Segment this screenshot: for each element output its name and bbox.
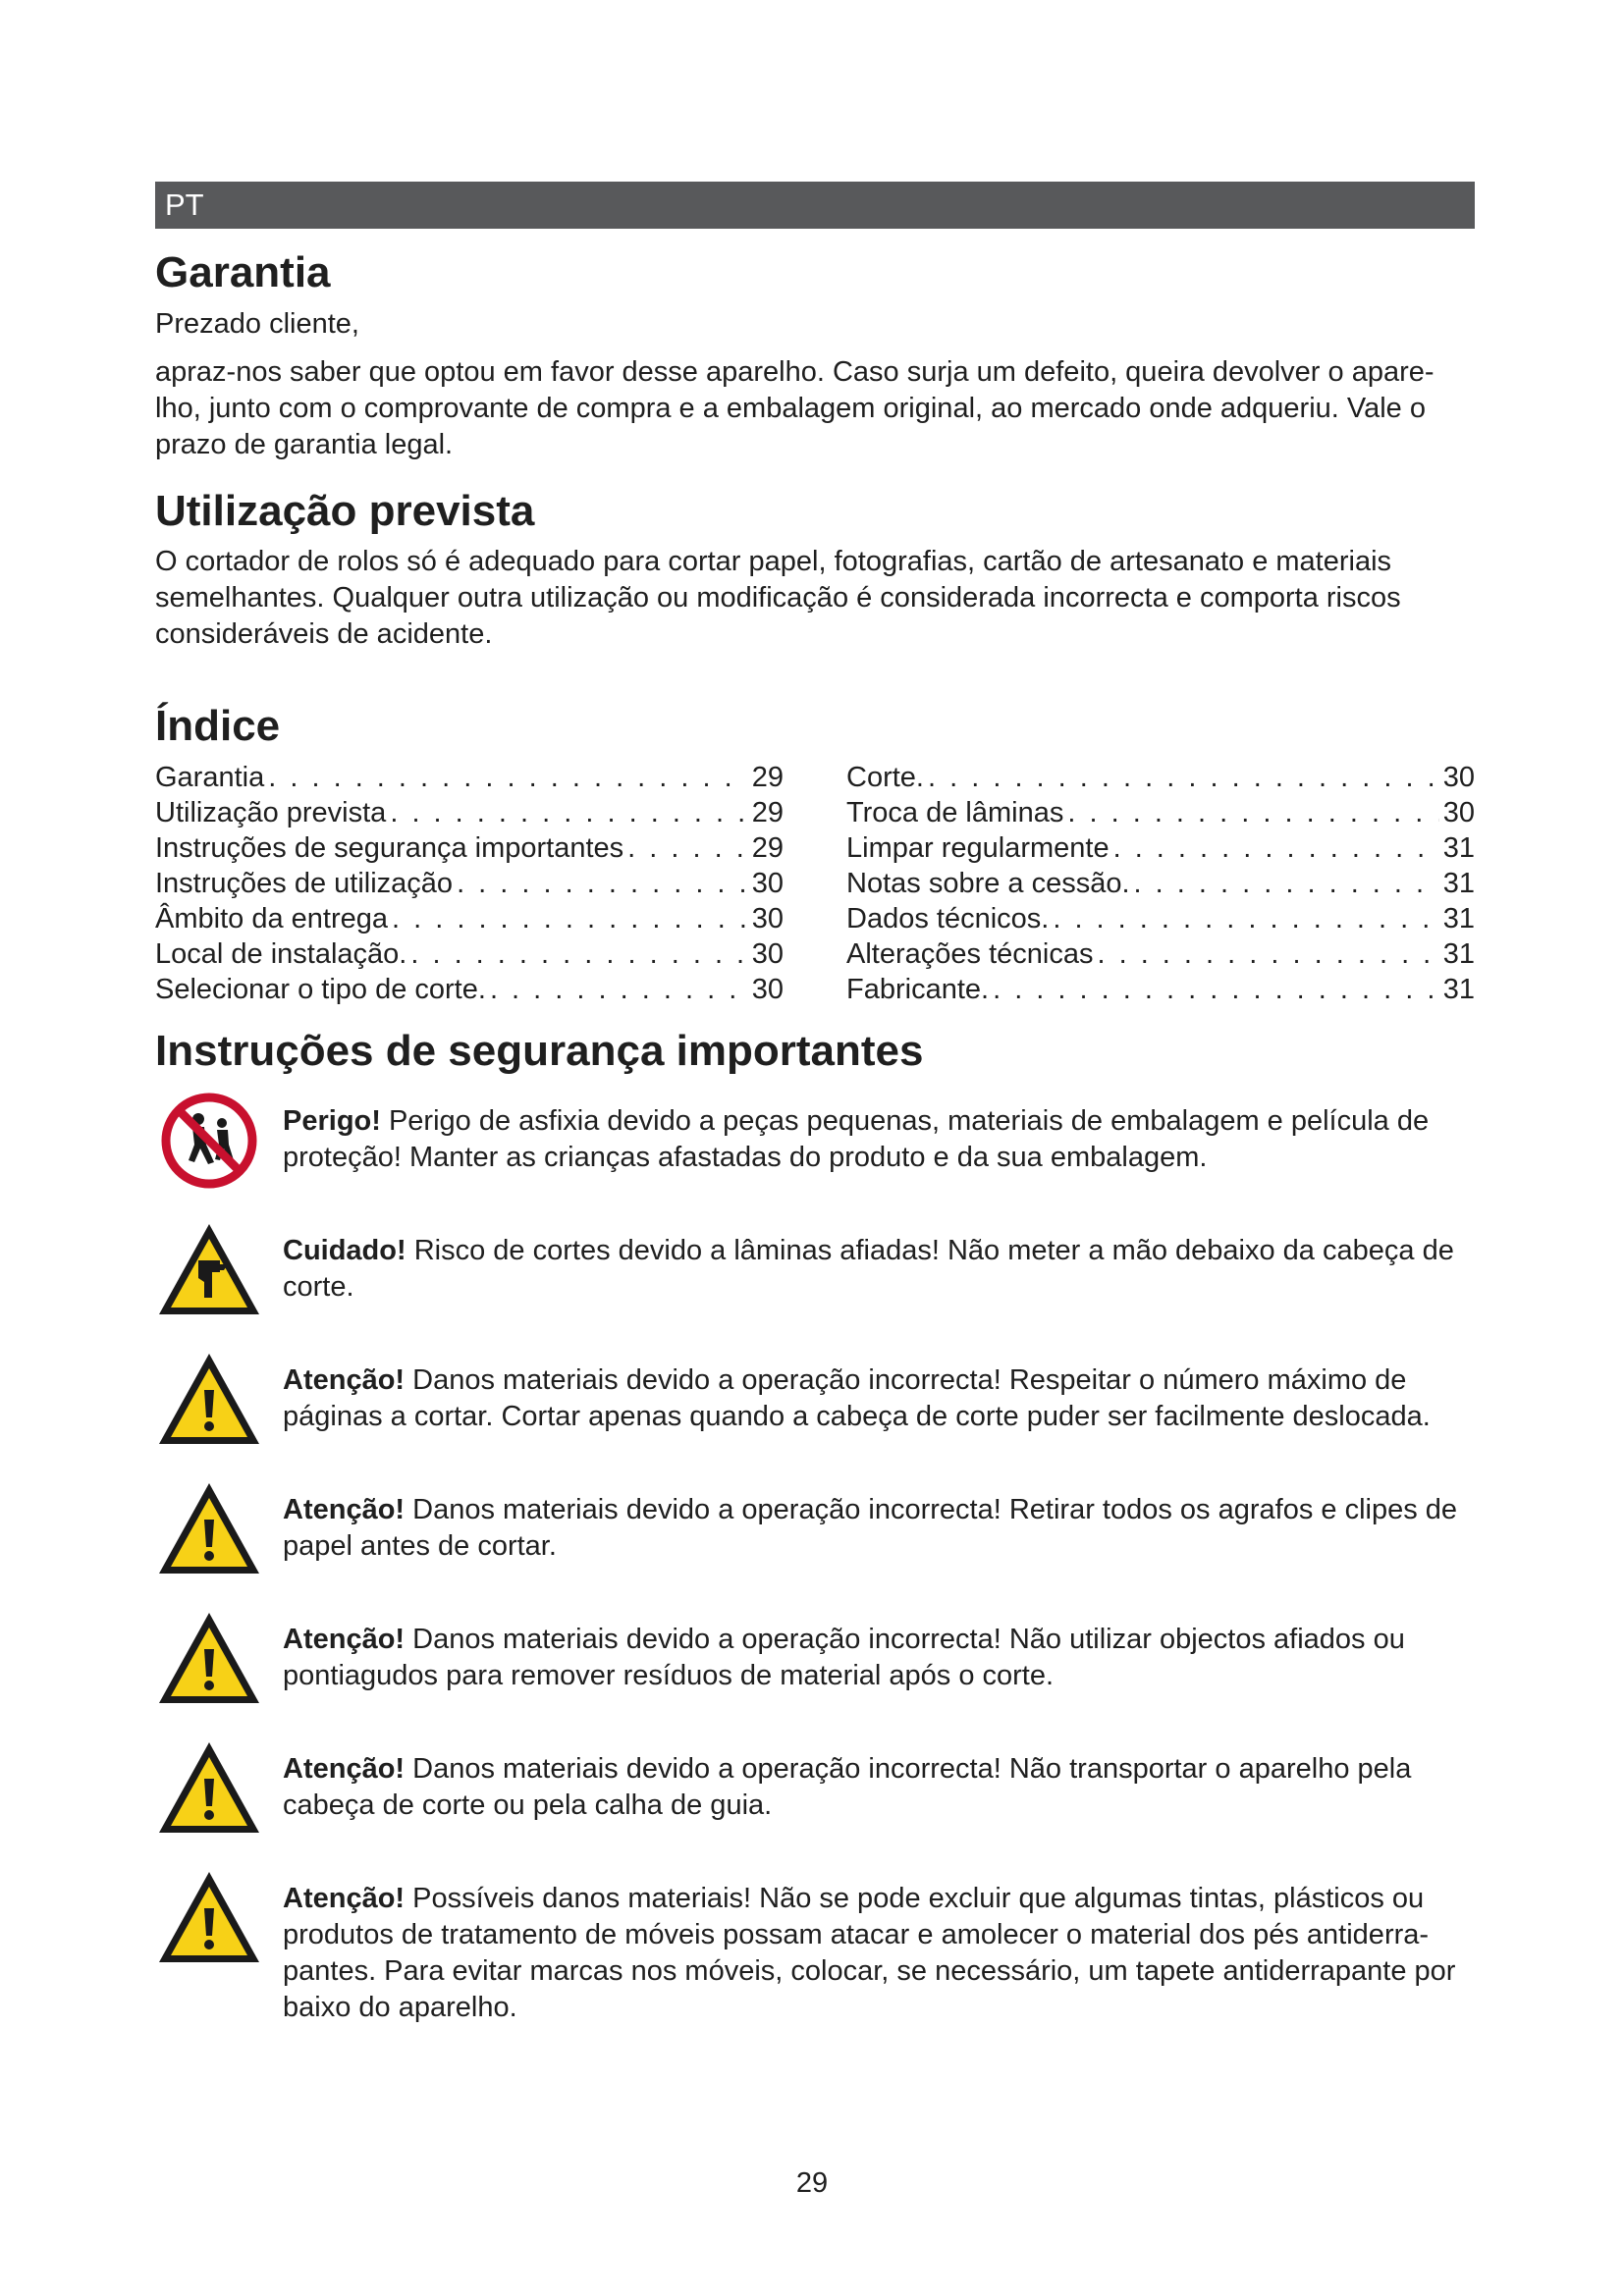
exclamation-warning-icon [155,1608,263,1710]
exclamation-warning-icon [155,1349,263,1451]
exclamation-warning-icon [155,1737,263,1840]
language-bar [155,182,1475,229]
no-children-icon [155,1090,263,1192]
toc-entry-label: Garantia [155,761,265,793]
page-number: 29 [795,2167,829,2199]
salutation: Prezado cliente, [155,307,359,340]
toc-left-column [155,760,784,1007]
toc-entry-label: Troca de lâminas [846,796,1064,828]
toc-entry[interactable] [155,901,784,936]
toc-entry-page: 29 [751,761,784,793]
toc-entry-page: 30 [751,937,784,970]
manual-page [155,182,1475,2054]
toc-entry-label: Limpar regularmente [846,831,1110,864]
toc-entry-label: Alterações técnicas [846,937,1094,970]
warning-item [155,1090,1475,1192]
toc-entry[interactable] [155,760,784,795]
section-title-safety: Instruções de segurança importantes [155,1026,924,1075]
toc-entry[interactable] [846,972,1475,1007]
safety-warnings [155,1090,1475,2026]
warning-item [155,1867,1475,2026]
utilizacao-body: O cortador de rolos só é adequado para cortar papel, fotografias, cartão de artesanato e materiais semelhantes. Qualquer outra utilização ou modificação é considerada incorrecta e comporta riscos consideráveis de acidente. [155,546,1401,651]
warning-item [155,1608,1475,1710]
warning-text: Cuidado! Risco de cortes devido a lâminas afiadas! Não meter a mão debaixo da cabeça de corte. [283,1235,1454,1304]
toc-entry-page: 30 [1442,761,1475,793]
table-of-contents [155,760,1475,1007]
hand-cut-warning-icon [155,1219,263,1321]
toc-entry-page: 30 [751,902,784,934]
toc-entry[interactable] [846,760,1475,795]
section-title-garantia: Garantia [155,248,331,296]
toc-entry-page: 31 [1442,902,1475,934]
warning-item [155,1219,1475,1321]
toc-entry-page: 31 [1442,973,1475,1005]
exclamation-warning-icon [155,1478,263,1580]
toc-entry[interactable] [846,901,1475,936]
toc-entry-page: 31 [1442,867,1475,899]
section-title-indice: Índice [155,702,281,751]
toc-entry-page: 29 [751,831,784,864]
toc-entry-label: Instruções de segurança importantes [155,831,624,864]
warning-text: Atenção! Danos materiais devido a operação incorrecta! Não utilizar objectos afiados ou pontiagudos para remover resíduos de material após o corte. [283,1624,1405,1692]
exclamation-warning-icon [155,1867,263,1969]
warning-item [155,1737,1475,1840]
toc-entry[interactable] [846,795,1475,830]
toc-entry-label: Utilização prevista [155,796,387,828]
toc-entry-page: 31 [1442,831,1475,864]
warning-text: Atenção! Danos materiais devido a operação incorrecta! Retirar todos os agrafos e clipes de papel antes de cortar. [283,1494,1458,1563]
toc-entry-page: 29 [751,796,784,828]
warning-text: Atenção! Danos materiais devido a operação incorrecta! Não transportar o aparelho pela cabeça de corte ou pela calha de guia. [283,1753,1412,1822]
warning-item [155,1349,1475,1451]
toc-entry[interactable] [155,866,784,901]
warning-text: Atenção! Possíveis danos materiais! Não se pode excluir que algumas tintas, plásticos ou produtos de tratamento de móveis possam atacar e amolecer o material dos pés antiderra-pantes. Para evitar marcas nos móveis, colocar, se necessário, um tapete antiderrapante por baixo do aparelho. [283,1883,1456,2024]
toc-entry[interactable] [155,830,784,866]
toc-entry-page: 31 [1442,937,1475,970]
language-code: PT [165,187,204,222]
warning-item [155,1478,1475,1580]
warning-text: Perigo! Perigo de asfixia devido a peças pequenas, materiais de embalagem e película de proteção! Manter as crianças afastadas do produto e da sua embalagem. [283,1105,1430,1174]
toc-entry-label: Âmbito da entrega [155,902,388,934]
warning-text: Atenção! Danos materiais devido a operação incorrecta! Respeitar o número máximo de páginas a cortar. Cortar apenas quando a cabeça de corte puder ser facilmente deslocada. [283,1364,1431,1433]
toc-entry-label: Local de instalação. [155,937,407,970]
toc-right-column [846,760,1475,1007]
toc-entry[interactable] [155,795,784,830]
toc-entry[interactable] [846,866,1475,901]
toc-entry-page: 30 [1442,796,1475,828]
toc-entry-label: Instruções de utilização [155,867,454,899]
toc-entry-label: Notas sobre a cessão. [846,867,1130,899]
section-title-utilizacao: Utilização prevista [155,486,535,535]
toc-entry[interactable] [846,936,1475,972]
toc-entry-page: 30 [751,973,784,1005]
toc-entry-label: Fabricante. [846,973,990,1005]
garantia-body: apraz-nos saber que optou em favor desse aparelho. Caso surja um defeito, queira devolver o apare-lho, junto com o comprovante de compra e a embalagem original, ao mercado onde adqueriu. Vale o prazo de garantia legal. [155,355,1435,460]
toc-entry[interactable] [155,936,784,972]
toc-entry-label: Corte. [846,761,924,793]
toc-entry[interactable] [155,972,784,1007]
toc-entry-label: Dados técnicos. [846,902,1050,934]
toc-entry-label: Selecionar o tipo de corte. [155,973,486,1005]
toc-entry-page: 30 [751,867,784,899]
toc-entry[interactable] [846,830,1475,866]
